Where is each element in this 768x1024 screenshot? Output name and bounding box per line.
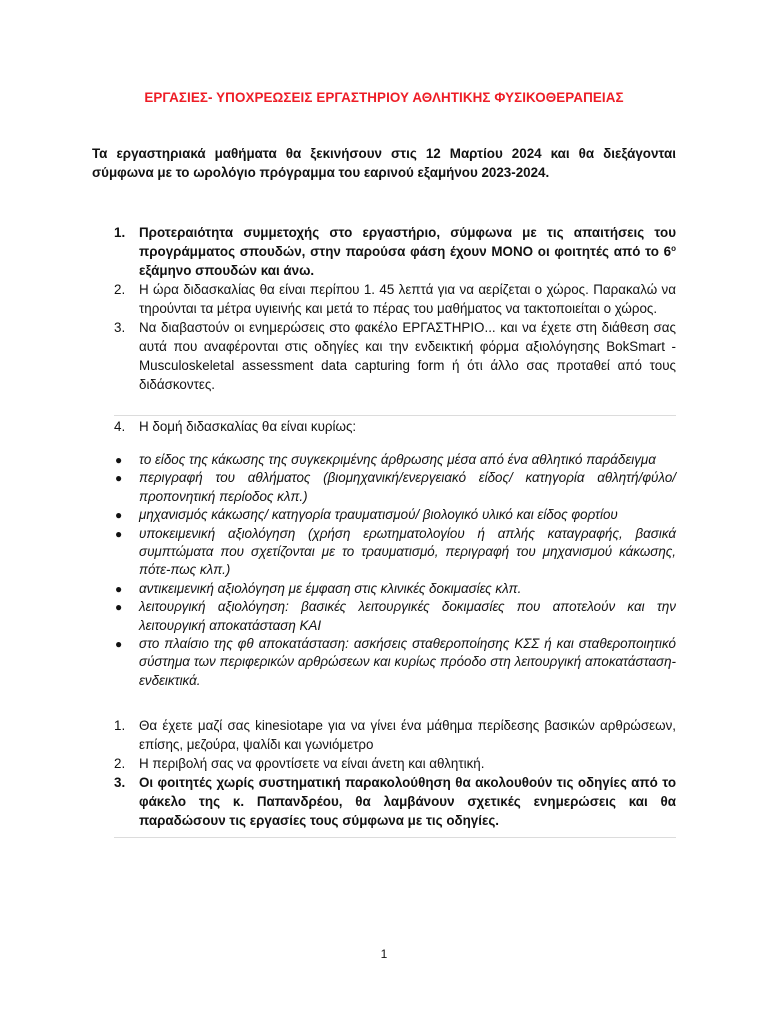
list-number: 3.: [114, 775, 126, 790]
list-text: εξάμηνο σπουδών και άνω.: [139, 263, 315, 278]
bullet-text: υποκειμενική αξιολόγηση (χρήση ερωτηματολογίου ή απλής καταγραφής, βασικά συμπτώματα που σχετίζονται με το τραυματισμό, περιγραφή του μηχανισμού κάκωσης, πότε-πως κλπ.): [139, 525, 676, 578]
bullet-icon: ●: [115, 508, 123, 523]
list-item: [114, 280, 676, 318]
bullet-text: αντικειμενική αξιολόγηση με έμφαση στις κλινικές δοκιμασίες κλπ.: [139, 580, 522, 596]
teaching-structure-list: [114, 451, 676, 690]
bullet-text: περιγραφή του αθλήματος (βιομηχανική/ενεργειακό είδος/ κατηγορία αθλητή/φύλο/προπονητική περίοδος κλπ.): [139, 470, 676, 504]
bullet-item: [114, 451, 676, 469]
list-item: [114, 318, 676, 394]
bullet-item: [114, 506, 676, 524]
equipment-list: [114, 716, 676, 830]
bullet-item: [114, 598, 676, 635]
requirements-list: [114, 223, 676, 394]
structure-heading: [114, 417, 676, 436]
bullet-text: λειτουργική αξιολόγηση: βασικές λειτουργικές δοκιμασίες που αποτελούν και την λειτουργική αποκατάσταση ΚΑΙ: [139, 599, 676, 633]
list-text: Θα έχετε μαζί σας kinesiotape για να γίνει ένα μάθημα περίδεσης βασικών αρθρώσεων, επίσης, μεζούρα, ψαλίδι και γωνιόμετρο: [139, 718, 676, 752]
bullet-item: [114, 635, 676, 690]
bullet-icon: ●: [115, 581, 123, 596]
bullet-item: [114, 525, 676, 580]
divider: [114, 415, 676, 416]
list-number: 2.: [114, 756, 126, 771]
list-number: 3.: [114, 320, 126, 335]
list-number: 1.: [114, 718, 126, 733]
list-text: Προτεραιότητα συμμετοχής στο εργαστήριο, σύμφωνα με τις απαιτήσεις του προγράμματος σπουδών, στην παρούσα φάση έχουν ΜΟΝΟ οι φοιτητές από το 6: [139, 225, 676, 259]
document-title: ΕΡΓΑΣΙΕΣ- ΥΠΟΧΡΕΩΣΕΙΣ ΕΡΓΑΣΤΗΡΙΟΥ ΑΘΛΗΤΙΚΗΣ ΦΥΣΙΚΟΘΕΡΑΠΕΙΑΣ: [144, 90, 624, 105]
list-text: Να διαβαστούν οι ενημερώσεις στο φακέλο ΕΡΓΑΣΤΗΡΙΟ... και να έχετε στη διάθεση σας αυτά που αναφέρονται στις οδηγίες και την ενδεικτική φόρμα αξιολόγησης BokSmart - Musculoskeletal assessment data capturing form ή ότι άλλο σας προταθεί από τους διδάσκοντες.: [139, 320, 676, 392]
list-item: [114, 417, 676, 436]
bullet-icon: ●: [115, 637, 123, 652]
divider: [114, 837, 676, 838]
page-number: 1: [380, 947, 388, 961]
list-text: Η ώρα διδασκαλίας θα είναι περίπου 1. 45 λεπτά για να αερίζεται ο χώρος. Παρακαλώ να τηρούνται τα μέτρα υγιεινής και μετά το πέρας του μαθήματος να τακτοποιείται ο χώρος.: [139, 282, 676, 316]
list-item: [114, 223, 676, 280]
list-number: 1.: [114, 225, 126, 240]
list-item: [114, 773, 676, 830]
bullet-icon: ●: [115, 453, 123, 467]
list-number: 2.: [114, 282, 126, 297]
list-text: Η περιβολή σας να φροντίσετε να είναι άνετη και αθλητική.: [139, 756, 485, 771]
list-item: [114, 716, 676, 754]
list-item: [114, 754, 676, 773]
intro-paragraph: Τα εργαστηριακά μαθήματα θα ξεκινήσουν στις 12 Μαρτίου 2024 και θα διεξάγονται σύμφωνα με το ωρολόγιο πρόγραμμα του εαρινού εξαμήνου 2023-2024.: [92, 146, 676, 180]
bullet-item: [114, 469, 676, 506]
bullet-item: [114, 580, 676, 598]
bullet-icon: ●: [115, 600, 123, 615]
bullet-icon: ●: [115, 526, 123, 541]
bullet-text: μηχανισμός κάκωσης/ κατηγορία τραυματισμού/ βιολογικό υλικό και είδος φορτίου: [139, 507, 618, 523]
list-text: Η δομή διδασκαλίας θα είναι κυρίως:: [139, 419, 357, 434]
bullet-text: το είδος της κάκωσης της συγκεκριμένης άρθρωσης μέσα από ένα αθλητικό παράδειγμα: [139, 452, 656, 467]
superscript: ο: [671, 244, 676, 253]
bullet-icon: ●: [115, 471, 123, 486]
list-number: 4.: [114, 419, 126, 434]
list-text: Οι φοιτητές χωρίς συστηματική παρακολούθηση θα ακολουθούν τις οδηγίες από το φάκελο της κ. Παπανδρέου, θα λαμβάνουν σχετικές ενημερώσεις και θα παραδώσουν τις εργασίες τους σύμφωνα με τις οδηγίες.: [139, 775, 676, 828]
bullet-text: στο πλαίσιο της φθ αποκατάσταση: ασκήσεις σταθεροποίησης ΚΣΣ ή και σταθεροποιητικό σύστημα των περιφερικών αρθρώσεων και κυρίως πρόοδο στη λειτουργική αποκατάσταση- ενδεικτικά.: [139, 636, 676, 688]
